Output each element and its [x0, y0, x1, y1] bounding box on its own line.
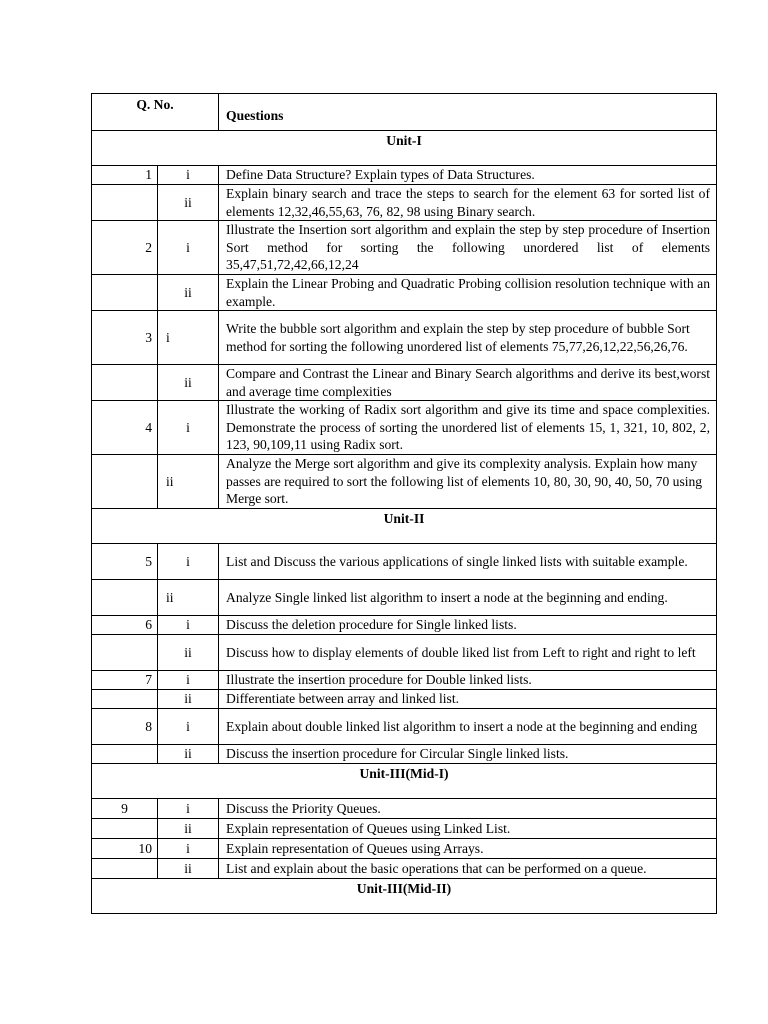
question-row: [92, 166, 717, 185]
question-text: Discuss the deletion procedure for Single linked lists.: [219, 616, 717, 635]
sub-question-label: i: [158, 311, 219, 365]
sub-question-label: i: [158, 221, 219, 275]
questions-header: Questions: [219, 94, 717, 131]
question-row: [92, 745, 717, 764]
question-number: [92, 819, 158, 839]
question-row: [92, 311, 717, 365]
sub-question-label: ii: [158, 690, 219, 709]
question-row: [92, 616, 717, 635]
question-text: Discuss the insertion procedure for Circular Single linked lists.: [219, 745, 717, 764]
question-row: [92, 859, 717, 879]
question-row: [92, 799, 717, 819]
question-number: 8: [92, 709, 158, 745]
sub-question-label: ii: [158, 455, 219, 509]
unit-heading: Unit-III(Mid-II): [356, 881, 452, 896]
sub-question-label: ii: [158, 635, 219, 671]
sub-question-label: ii: [158, 819, 219, 839]
question-number: 5: [92, 544, 158, 580]
sub-question-label: i: [158, 401, 219, 455]
sub-question-label: ii: [158, 859, 219, 879]
question-number: 7: [92, 671, 158, 690]
sub-question-label: i: [158, 166, 219, 185]
question-text: List and explain about the basic operations that can be performed on a queue.: [219, 859, 717, 879]
question-row: [92, 275, 717, 311]
question-text: Illustrate the Insertion sort algorithm and explain the step by step procedure of Insertion Sort method for sorting the following unordered list of elements 35,47,51,72,42,66,12,24: [219, 221, 717, 275]
question-row: [92, 401, 717, 455]
sub-question-label: i: [158, 671, 219, 690]
sub-question-label: i: [158, 616, 219, 635]
question-row: [92, 839, 717, 859]
question-text: Explain binary search and trace the steps to search for the element 63 for sorted list of elements 12,32,46,55,63, 76, 82, 98 using Binary search.: [219, 185, 717, 221]
question-text: Analyze Single linked list algorithm to insert a node at the beginning and ending.: [219, 580, 717, 616]
question-row: [92, 221, 717, 275]
question-row: [92, 455, 717, 509]
unit-heading: Unit-I: [386, 133, 422, 148]
unit-heading: Unit-III(Mid-I): [359, 766, 449, 781]
question-number: [92, 365, 158, 401]
question-number: 9: [92, 799, 158, 819]
question-row: [92, 671, 717, 690]
qno-header: Q. No.: [92, 94, 219, 131]
question-row: [92, 819, 717, 839]
question-number: [92, 275, 158, 311]
question-number: [92, 859, 158, 879]
question-text: Illustrate the insertion procedure for Double linked lists.: [219, 671, 717, 690]
question-number: 3: [92, 311, 158, 365]
sub-question-label: i: [158, 709, 219, 745]
table-header-row: [92, 94, 717, 131]
question-table: [91, 93, 717, 914]
question-text: Explain about double linked list algorithm to insert a node at the beginning and ending: [219, 709, 717, 745]
question-text: Analyze the Merge sort algorithm and give its complexity analysis. Explain how many passes are required to sort the following list of elements 10, 80, 30, 90, 40, 50, 70 using Merge sort.: [219, 455, 717, 509]
question-text: Explain the Linear Probing and Quadratic Probing collision resolution technique with an example.: [219, 275, 717, 311]
question-text: Explain representation of Queues using Linked List.: [219, 819, 717, 839]
sub-question-label: ii: [158, 185, 219, 221]
question-number: [92, 455, 158, 509]
sub-question-label: ii: [158, 580, 219, 616]
question-text: Define Data Structure? Explain types of Data Structures.: [219, 166, 717, 185]
question-number: [92, 580, 158, 616]
question-number: 4: [92, 401, 158, 455]
question-number: [92, 185, 158, 221]
question-text: Compare and Contrast the Linear and Binary Search algorithms and derive its best,worst and average time complexities: [219, 365, 717, 401]
question-text: Explain representation of Queues using Arrays.: [219, 839, 717, 859]
question-text: Discuss the Priority Queues.: [219, 799, 717, 819]
question-text: List and Discuss the various applications of single linked lists with suitable example.: [219, 544, 717, 580]
question-text: Differentiate between array and linked list.: [219, 690, 717, 709]
sub-question-label: ii: [158, 365, 219, 401]
unit-heading: Unit-II: [383, 511, 425, 526]
question-number: [92, 635, 158, 671]
unit-heading-row: [92, 509, 717, 544]
question-row: [92, 635, 717, 671]
question-text: Illustrate the working of Radix sort algorithm and give its time and space complexities. Demonstrate the process of sorting the unordered list of elements 15, 1, 321, 10, 802, 2, 123, 90,109,11 using Radix sort.: [219, 401, 717, 455]
sub-question-label: i: [158, 544, 219, 580]
question-row: [92, 544, 717, 580]
question-row: [92, 580, 717, 616]
question-row: [92, 185, 717, 221]
question-row: [92, 709, 717, 745]
question-number: 10: [92, 839, 158, 859]
question-number: [92, 690, 158, 709]
question-text: Write the bubble sort algorithm and explain the step by step procedure of bubble Sort method for sorting the following unordered list of elements 75,77,26,12,22,56,26,76.: [219, 311, 717, 365]
unit-heading-row: [92, 131, 717, 166]
sub-question-label: i: [158, 839, 219, 859]
sub-question-label: i: [158, 799, 219, 819]
unit-heading-row: [92, 764, 717, 799]
sub-question-label: ii: [158, 745, 219, 764]
sub-question-label: ii: [158, 275, 219, 311]
question-number: 2: [92, 221, 158, 275]
question-row: [92, 365, 717, 401]
question-text: Discuss how to display elements of double liked list from Left to right and right to left: [219, 635, 717, 671]
question-row: [92, 690, 717, 709]
question-number: 6: [92, 616, 158, 635]
question-number: 1: [92, 166, 158, 185]
unit-heading-row: [92, 879, 717, 914]
question-number: [92, 745, 158, 764]
